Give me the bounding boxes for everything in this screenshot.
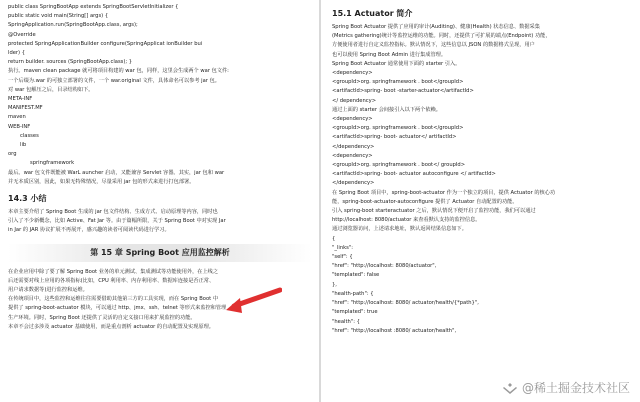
text-line: 最后。war 包文件既能被 WarL auncher 启动，又能兼容 Servlet 容器。其实，jar 包和 war (8, 169, 225, 176)
code-line: </ dependency> (332, 97, 377, 104)
text-line: 提供了 spring-boot-actuator 模块，可以通过 http、jmx、ssh、telnet 等形式来监控和管理 (8, 305, 227, 312)
chapter-title: 第 15 章 Spring Boot 应用监控解析 (90, 248, 230, 258)
tree-entry: maven (8, 114, 26, 121)
juejin-logo-icon (502, 382, 518, 394)
code-line: protected SpringApplicationBuilder configure(SpringApplicat ionBuilder bui (8, 40, 203, 47)
tree-entry: MANIFEST.MF (8, 105, 43, 112)
code-line: { (332, 235, 336, 242)
text-line: 后还需要对线上应用的各项指标(比如，CPU 利用率、内存利用率、数据库连接是否正常、 (8, 277, 215, 284)
code-line: "templated": true (332, 309, 378, 316)
actuator-intro (332, 23, 632, 69)
text-line: 通过浏览器访问，上述请求地址，默认返回结果信息如下。 (332, 226, 467, 233)
text-line: 在企业应用中除了要了解 Spring Boot 业务的单元测试、集成测试等功能使用外，在上线之 (8, 268, 219, 275)
dependency-note: 通过上面的 starter 会间接引入以下两个依赖。 (332, 106, 441, 113)
code-line: <artifactId>spring- boot -starter-actuator</artifactId> (332, 88, 474, 95)
code-line: <groupId>org. springframework . boot</groupId> (332, 125, 464, 132)
code-line: "health": { (332, 318, 360, 325)
text-line: 对 war 包解压之后，目录结构如下。 (8, 86, 94, 93)
code-block-dependencies (332, 115, 632, 189)
code-line: <groupId>org. springframework . boot</ groupId> (332, 162, 466, 169)
code-line: "href": "http://localhost: 8080/actuator", (332, 263, 437, 270)
left-page (0, 0, 318, 402)
code-line: return builder. sources (SpringBootApp.class); } (8, 59, 133, 66)
code-line: "templated": false (332, 272, 380, 279)
text-line: 用户请求数据等)进行监控和运维。 (8, 287, 88, 294)
text-line: 一个后缀为.war 的可独立部署的文件，一个 war.original 文件，具体命名可以参考 jar 包。 (8, 77, 220, 84)
section-title: 15.1 Actuator 简介 (332, 9, 413, 18)
text-line: 执行。maven clean package 就可将项目构建的 war 包，同样，这里会生成两个 war 包文件: (8, 68, 229, 75)
code-line: "href": "http://localhost: 8080/ actuator/health/{*path}", (332, 300, 479, 307)
summary-title: 14.3 小结 (8, 194, 47, 204)
actuator-usage-paragraph (332, 189, 632, 235)
watermark (502, 379, 630, 396)
text-line: 在 Spring Boot 项目中，spring-boot-actuator 作为一个独立的项目，提供 Actuator 的核心功 (332, 189, 556, 196)
text-line: Spring Boot Actuator 提供了应用的审计(Auditing)、健康(Health) 状态信息、数据采集 (332, 24, 540, 30)
text-line: in Jar 的 JAR 协议扩展不再展开，感兴趣的读者可阅读代码进行学习。 (8, 227, 170, 234)
code-line: <dependency> (332, 70, 373, 77)
code-block-top (8, 3, 312, 67)
tree-entry: WEB-INF (8, 123, 31, 130)
code-line: <dependency> (332, 152, 373, 159)
paragraph-war-conclusion (8, 169, 312, 187)
code-line: <groupId>org. springframework . boot</groupId> (332, 79, 464, 86)
text-line: (Metrics gathering)统计等监控运维的功能。同时，还提供了可扩展的端点(Endpoint) 功能， (332, 33, 551, 40)
text-line: Spring Boot Actuator 通常使用下面的 starter 引入。 (332, 60, 461, 67)
summary-paragraph (8, 208, 312, 236)
json-response-block (332, 235, 632, 336)
text-line: 引入了不少新概念，比如 Active、Fat Jar 等。由于篇幅所限，关于 Spring Boot 中对实现 Jar (8, 218, 226, 225)
chapter-banner (8, 244, 312, 262)
text-line: 引入 spring-boot starteractuator 之后，默认情况下便开启了监控功能，我们可以通过 (332, 208, 536, 215)
text-line: 生产环境。同时，Spring Boot 还提供了灵活的自定义接口用来扩展监控的功能。 (8, 314, 196, 321)
code-line: public static void main(String[] args) { (8, 13, 109, 20)
code-line: "health-path": { (332, 290, 374, 297)
code-line: }, (332, 281, 337, 288)
code-block-starter (332, 69, 632, 106)
red-arrow-icon (222, 286, 282, 316)
text-line: 能，spring-boot-actuator-autoconfigure 提供了 Actuator 自动配置的功能。 (332, 198, 518, 205)
code-line: <artifactId>spring- boot- actuator autoconfigure </ artifactId> (332, 171, 496, 178)
text-line: 也可以使用 Spring Boot Admin 进行集成管理。 (332, 51, 447, 58)
tree-entry: lib (20, 142, 27, 149)
code-line: "href": "http://localhost :8080/ actuator/health", (332, 327, 457, 334)
directory-tree (8, 95, 312, 169)
code-line: SpringApplication.run(SpringBootApp.class, args); (8, 22, 138, 29)
tree-entry: META-INF (8, 96, 33, 103)
code-line: public class SpringBootApp extends SpringBootServletInitializer { (8, 4, 179, 10)
text-line: http://localhost: 8080/actuator 来查看默认支持的监控信息。 (332, 217, 481, 224)
page-divider (319, 0, 321, 402)
text-line: 本章主要介绍了 Spring Boot 生成的 jar 包文件结构、生成方式、启动原理等内容，同时也 (8, 209, 218, 216)
code-line: <artifactId>spring- boot- actuator</ artifactId> (332, 134, 457, 141)
tree-entry: org (8, 151, 17, 158)
paragraph-war-packaging (8, 67, 312, 95)
code-line: "_links": (332, 244, 353, 251)
code-line: <dependency> (332, 116, 373, 123)
text-line: 并无本质区别，因此，如果无特殊情况，尽量采用 jar 包的形式来进行打包部署。 (8, 178, 195, 185)
text-line: 本章不会过多涉及 actuator 基础使用，而是重点剖析 actuator 的自动配置及实现原理。 (8, 323, 214, 330)
code-line: @Override (8, 31, 36, 38)
text-line: 在传统项目中，这些监控和运维往往需要借助其他第三方的工具实现，而在 Spring Boot 中 (8, 296, 219, 303)
tree-entry: springframework (30, 160, 75, 167)
code-line: </dependency> (332, 180, 375, 187)
code-line: </dependency> (332, 143, 375, 150)
code-line: lder) { (8, 50, 26, 57)
code-line: "self": { (332, 254, 353, 261)
text-line: 方便使用者进行自定义监控指标。默认情况下，这些信息以 JSON 的数据格式呈现，用户 (332, 42, 535, 49)
right-page (322, 0, 640, 402)
tree-entry: classes (20, 132, 39, 139)
watermark-text: @稀土掘金技术社区 (521, 381, 630, 395)
